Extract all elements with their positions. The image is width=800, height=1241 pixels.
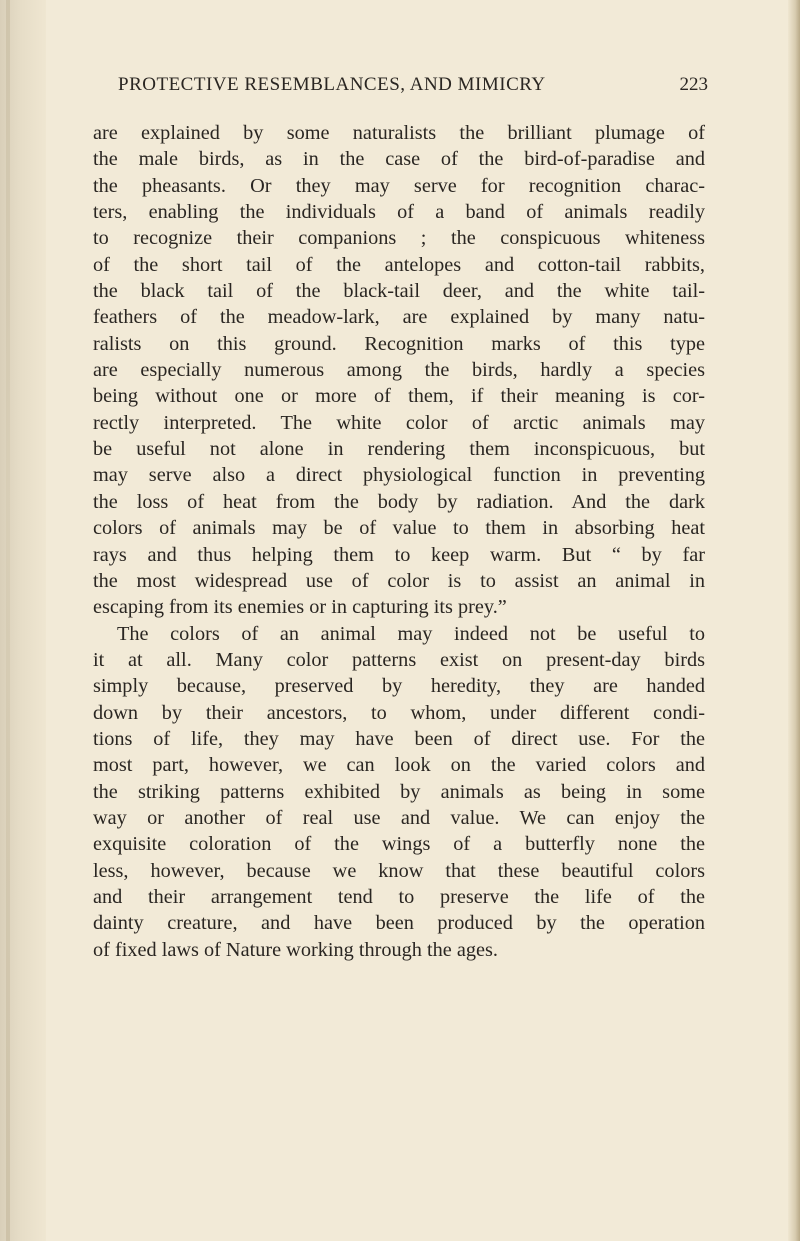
- text-line: simply because, preserved by heredity, they are handed: [93, 675, 705, 698]
- text-line: the loss of heat from the body by radiation. And the dark: [93, 490, 705, 513]
- text-line: tions of life, they may have been of direct use. For the: [93, 727, 705, 750]
- text-line: the pheasants. Or they may serve for recognition charac-: [93, 174, 705, 197]
- text-line: dainty creature, and have been produced by the operation: [93, 912, 705, 935]
- text-line: and their arrangement tend to preserve the life of the: [93, 885, 705, 908]
- page-header: [118, 74, 708, 104]
- text-line: most part, however, we can look on the varied colors and: [93, 754, 705, 777]
- text-line: are especially numerous among the birds, hardly a species: [93, 359, 705, 382]
- text-line: may serve also a direct physiological function in preventing: [93, 464, 705, 487]
- text-line: colors of animals may be of value to them in absorbing heat: [93, 517, 705, 540]
- text-line: ralists on this ground. Recognition marks of this type: [93, 332, 705, 355]
- text-line: of fixed laws of Nature working through the ages.: [93, 938, 498, 961]
- text-line: are explained by some naturalists the brilliant plumage of: [93, 122, 705, 144]
- text-line: down by their ancestors, to whom, under different condi-: [93, 701, 705, 724]
- page-edge: [788, 0, 800, 1241]
- page-number: 223: [679, 74, 708, 95]
- body-text: [93, 120, 705, 963]
- text-line: the most widespread use of color is to assist an animal in: [93, 569, 705, 592]
- text-line: to recognize their companions ; the conspicuous whiteness: [93, 227, 705, 250]
- text-line: escaping from its enemies or in capturing its prey.”: [93, 596, 507, 619]
- text-line: exquisite coloration of the wings of a butterfly none the: [93, 833, 705, 856]
- text-line: the black tail of the black-tail deer, and the white tail-: [93, 280, 705, 303]
- text-line: feathers of the meadow-lark, are explained by many natu-: [93, 306, 705, 329]
- text-line: it at all. Many color patterns exist on present-day birds: [93, 648, 705, 671]
- text-line: rays and thus helping them to keep warm. But “ by far: [93, 543, 705, 566]
- text-line: The colors of an animal may indeed not be useful to: [117, 622, 705, 645]
- text-line: being without one or more of them, if their meaning is cor-: [93, 385, 705, 408]
- text-line: less, however, because we know that these beautiful colors: [93, 859, 705, 882]
- running-head: PROTECTIVE RESEMBLANCES, AND MIMICRY: [118, 74, 546, 95]
- text-line: the male birds, as in the case of the bird-of-paradise and: [93, 148, 705, 171]
- text-line: be useful not alone in rendering them inconspicuous, but: [93, 438, 705, 461]
- text-line: rectly interpreted. The white color of arctic animals may: [93, 411, 705, 434]
- text-line: ters, enabling the individuals of a band of animals readily: [93, 201, 705, 224]
- text-line: the striking patterns exhibited by animals as being in some: [93, 780, 705, 803]
- text-line: of the short tail of the antelopes and cotton-tail rabbits,: [93, 253, 705, 276]
- book-gutter: [0, 0, 46, 1241]
- text-line: way or another of real use and value. We can enjoy the: [93, 806, 705, 829]
